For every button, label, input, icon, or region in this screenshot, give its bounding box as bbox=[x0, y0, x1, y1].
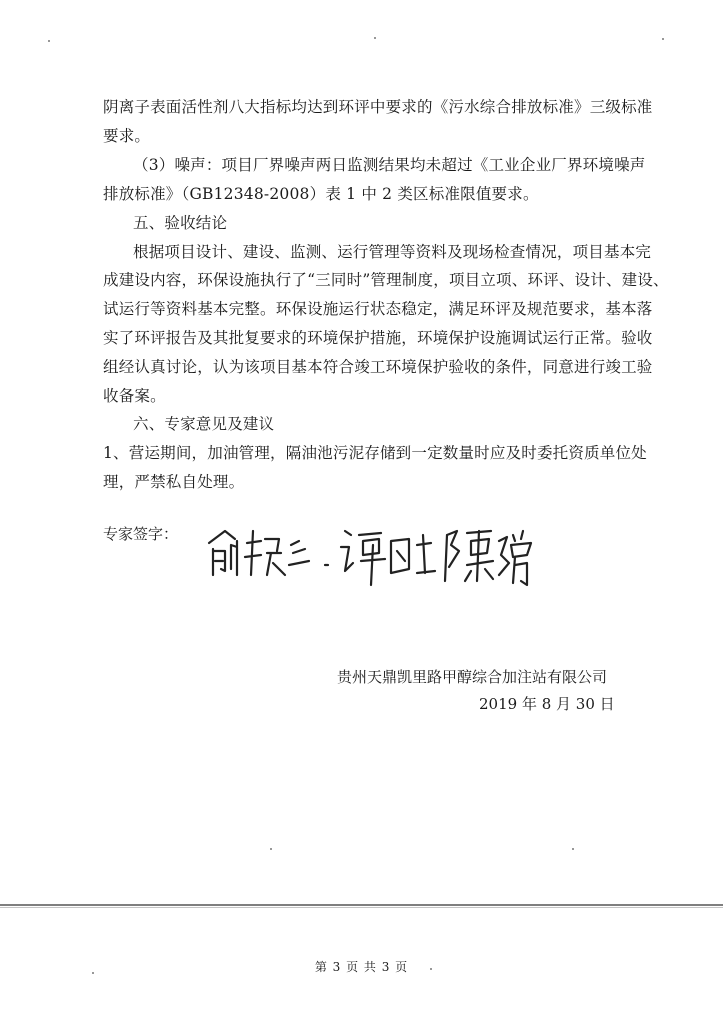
paragraph-line: 阴离子表面活性剂八大指标均达到环评中要求的《污水综合排放标准》三级标准 bbox=[103, 98, 653, 116]
paragraph-line: （3）噪声：项目厂界噪声两日监测结果均未超过《工业企业厂界环境噪声 bbox=[133, 156, 646, 174]
paragraph-line: 实了环评报告及其批复要求的环境保护措施，环境保护设施调试运行正常。验收 bbox=[103, 329, 653, 347]
paragraph-line: 收备案。 bbox=[103, 387, 166, 405]
section-heading-expert-opinion: 六、专家意见及建议 bbox=[133, 415, 275, 433]
signature-label: 专家签字： bbox=[103, 525, 179, 543]
paragraph-line: 试运行等资料基本完整。环保设施运行状态稳定，满足环评及规范要求，基本落 bbox=[103, 300, 653, 318]
paragraph-line: 1、营运期间，加油管理，隔油池污泥存储到一定数量时应及时委托资质单位处 bbox=[103, 444, 647, 462]
handwritten-signatures bbox=[195, 505, 540, 590]
document-date: 2019 年 8 月 30 日 bbox=[479, 695, 615, 713]
paragraph-line: 要求。 bbox=[103, 127, 151, 145]
scan-dot bbox=[572, 848, 574, 850]
page-indicator: 第 3 页 共 3 页 bbox=[314, 960, 409, 974]
scan-dot bbox=[48, 40, 50, 42]
scan-dot bbox=[374, 37, 376, 39]
scan-dot bbox=[662, 38, 664, 40]
paragraph-line: 根据项目设计、建设、监测、运行管理等资料及现场检查情况，项目基本完 bbox=[133, 243, 652, 261]
footer-rule-secondary bbox=[0, 907, 723, 908]
footer-rule bbox=[0, 904, 723, 906]
paragraph-line: 排放标准》（GB12348-2008）表 1 中 2 类区标准限值要求。 bbox=[103, 185, 539, 203]
paragraph-line: 理，严禁私自处理。 bbox=[103, 473, 245, 491]
scan-dot bbox=[270, 848, 272, 850]
paragraph-line: 组经认真讨论，认为该项目基本符合竣工环境保护验收的条件，同意进行竣工验 bbox=[103, 358, 653, 376]
company-name: 贵州天鼎凯里路甲醇综合加注站有限公司 bbox=[337, 668, 608, 686]
section-heading-conclusion: 五、验收结论 bbox=[133, 214, 228, 232]
paragraph-line: 成建设内容，环保设施执行了“三同时”管理制度，项目立项、环评、设计、建设、 bbox=[103, 271, 669, 289]
